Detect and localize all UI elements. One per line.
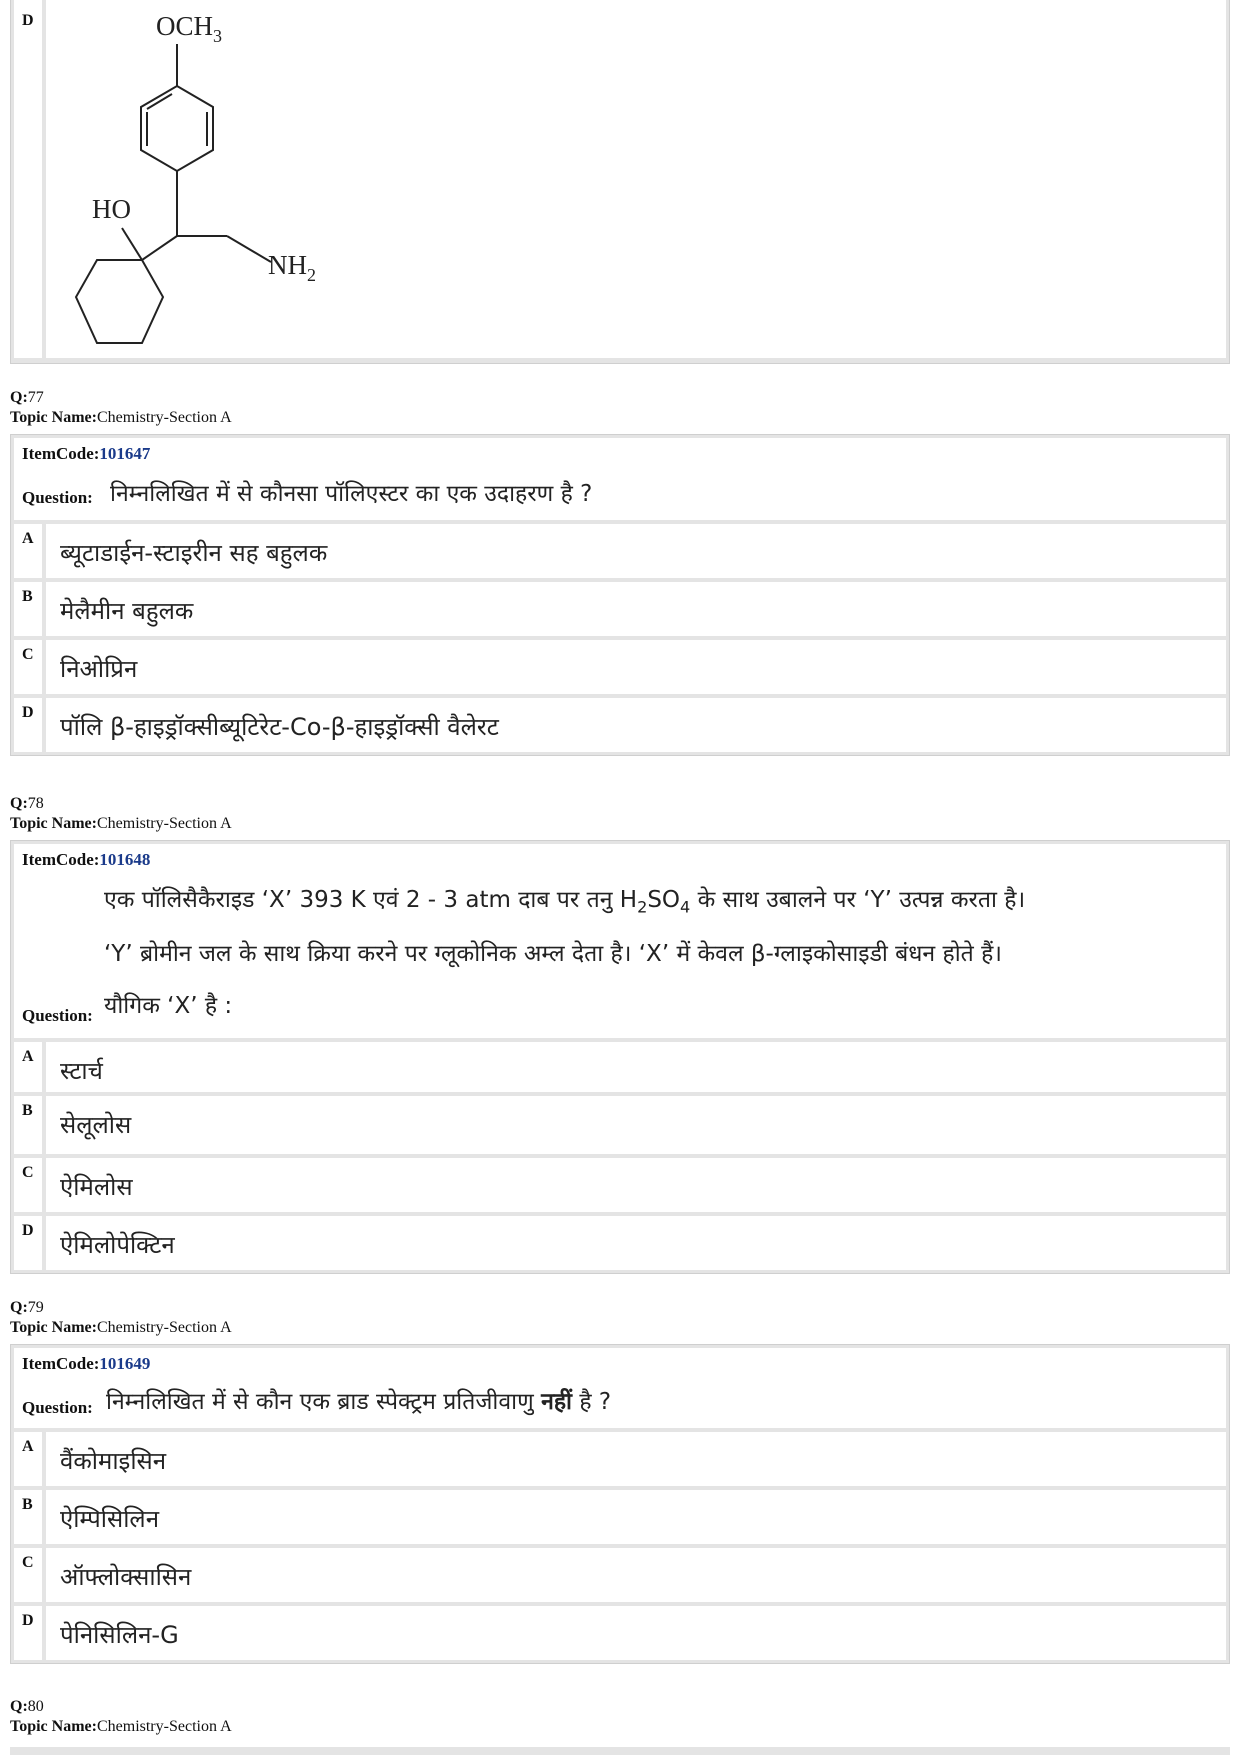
option-text: पॉलि β-हाइड्रॉक्सीब्यूटिरेट-Co-β-हाइड्रॉक्सी वैलेरट <box>60 713 499 741</box>
option-text: ब्यूटाडाईन-स्टाइरीन सह बहुलक <box>60 539 328 567</box>
option-label: B <box>14 1490 46 1544</box>
q77-option-c[interactable] <box>14 640 1226 694</box>
option-text: पेनिसिलिन-G <box>60 1621 179 1649</box>
q80-header <box>10 1697 1230 1737</box>
question-text: निम्नलिखित में से कौनसा पॉलिएस्टर का एक उदाहरण है ? <box>110 481 593 507</box>
q77-option-a[interactable] <box>14 524 1226 578</box>
item-code: ItemCode:101647 <box>22 444 151 463</box>
q77-header <box>10 388 1230 428</box>
question-line-2: ‘Y’ ब्रोमीन जल के साथ क्रिया करने पर ग्लूकोनिक अम्ल देता है। ‘X’ में केवल β-ग्लाइकोसाइडी बंधन होते हैं। <box>104 941 1003 967</box>
topic-name: Topic Name:Chemistry-Section A <box>10 1319 232 1336</box>
option-text: स्टार्च <box>60 1057 103 1085</box>
question-label: Question: <box>22 1006 93 1025</box>
q78-question-row <box>14 844 1226 1038</box>
option-label: B <box>14 1096 46 1154</box>
ho-label: HO <box>92 194 131 224</box>
q79-question-row <box>14 1348 1226 1428</box>
q76-option-d-table <box>10 0 1230 364</box>
chemical-structure-diagram <box>46 0 406 358</box>
q77-option-b[interactable] <box>14 582 1226 636</box>
q78-option-a[interactable] <box>14 1042 1226 1092</box>
topic-name: Topic Name:Chemistry-Section A <box>10 1718 232 1735</box>
q78-option-c[interactable] <box>14 1158 1226 1212</box>
option-structure <box>46 0 1226 358</box>
option-text: सेलूलोस <box>60 1111 132 1139</box>
option-label: A <box>14 1042 46 1092</box>
topic-name: Topic Name:Chemistry-Section A <box>10 815 232 832</box>
q76-option-d-row <box>14 0 1226 358</box>
topic-name: Topic Name:Chemistry-Section A <box>10 409 232 426</box>
q77-table <box>10 434 1230 756</box>
option-text: ऑफ्लोक्सासिन <box>60 1563 192 1591</box>
question-line-3: यौगिक ‘X’ है : <box>104 993 233 1019</box>
question-number: Q:79 <box>10 1299 44 1316</box>
item-code: ItemCode:101648 <box>22 850 151 869</box>
option-label: C <box>14 640 46 694</box>
question-text: निम्नलिखित में से कौन एक ब्राड स्पेक्ट्रम प्रतिजीवाणु नहीं है ? <box>106 1389 612 1415</box>
option-label: D <box>14 1216 46 1270</box>
q77-option-d[interactable] <box>14 698 1226 752</box>
question-line-1: एक पॉलिसैकैराइड ‘X’ 393 K एवं 2 - 3 atm दाब पर तनु $H_2SO_4$ के साथ उबालने पर ‘Y’ उत्पन्न करता है। <box>104 887 1026 917</box>
option-text: मेलैमीन बहुलक <box>60 597 194 625</box>
och3-label: $OCH_3$ <box>156 11 223 46</box>
option-text: निओप्रिन <box>60 655 138 683</box>
option-label: C <box>14 1548 46 1602</box>
q80-table-top-edge <box>10 1747 1230 1755</box>
option-text: ऐमिलोस <box>60 1173 133 1201</box>
question-number: Q:80 <box>10 1698 44 1715</box>
q78-table <box>10 840 1230 1274</box>
q79-option-a[interactable] <box>14 1432 1226 1486</box>
q79-option-b[interactable] <box>14 1490 1226 1544</box>
question-number: Q:78 <box>10 795 44 812</box>
q78-option-b[interactable] <box>14 1096 1226 1154</box>
option-label: B <box>14 582 46 636</box>
q79-header <box>10 1298 1230 1338</box>
option-label: C <box>14 1158 46 1212</box>
option-text: ऐमिलोपेक्टिन <box>60 1231 175 1259</box>
question-number: Q:77 <box>10 389 44 406</box>
item-code: ItemCode:101649 <box>22 1354 151 1373</box>
q77-question-row <box>14 438 1226 520</box>
nh2-label: $NH_2$ <box>268 250 316 285</box>
q78-header <box>10 794 1230 834</box>
q79-option-d[interactable] <box>14 1606 1226 1660</box>
option-text: वैंकोमाइसिन <box>60 1447 167 1475</box>
option-label: D <box>14 698 46 752</box>
option-label: D <box>14 0 46 358</box>
option-label: A <box>14 1432 46 1486</box>
option-label: D <box>14 1606 46 1660</box>
option-label: A <box>14 524 46 578</box>
question-label: Question: <box>22 1398 93 1417</box>
option-text: ऐम्पिसिलिन <box>60 1505 160 1533</box>
q79-table <box>10 1344 1230 1664</box>
q79-option-c[interactable] <box>14 1548 1226 1602</box>
q78-option-d[interactable] <box>14 1216 1226 1270</box>
question-label: Question: <box>22 488 93 507</box>
